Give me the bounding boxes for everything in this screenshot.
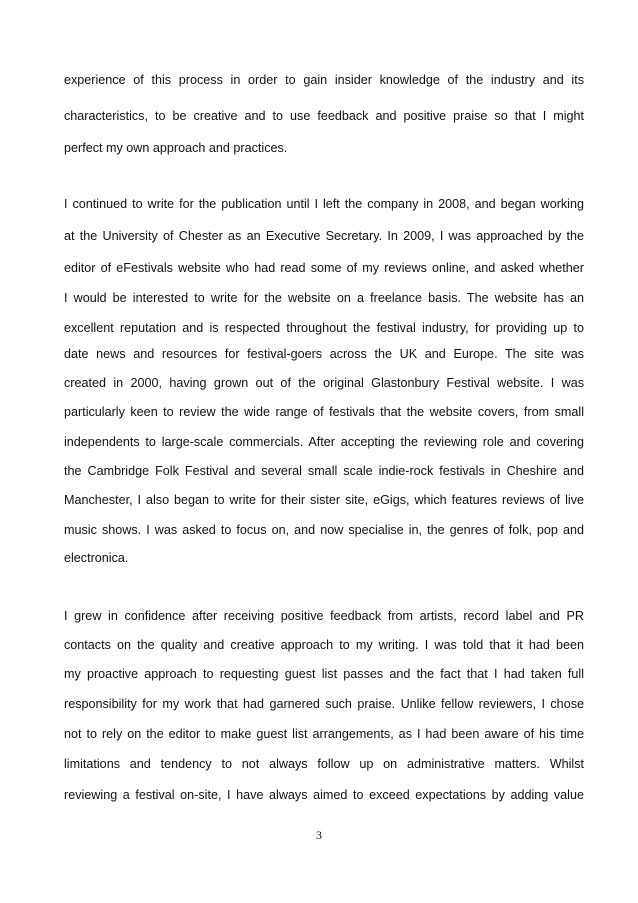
paragraph-line: date news and resources for festival-goers across the UK and Europe. The site was — [64, 347, 584, 361]
paragraph-line: editor of eFestivals website who had read some of my reviews online, and asked whether — [64, 261, 584, 275]
paragraph-line: particularly keen to review the wide range of festivals that the website covers, from small — [64, 405, 584, 419]
paragraph-line: I grew in confidence after receiving positive feedback from artists, record label and PR — [64, 609, 584, 623]
paragraph-line: electronica. — [64, 551, 129, 565]
paragraph-line: at the University of Chester as an Executive Secretary. In 2009, I was approached by the — [64, 229, 584, 243]
paragraph-line: limitations and tendency to not always follow up on administrative matters. Whilst — [64, 757, 584, 771]
paragraph-line: the Cambridge Folk Festival and several small scale indie-rock festivals in Cheshire and — [64, 464, 584, 478]
paragraph-line: Manchester, I also began to write for their sister site, eGigs, which features reviews of live — [64, 493, 584, 507]
paragraph-line: my proactive approach to requesting guest list passes and the fact that I had taken full — [64, 667, 584, 681]
paragraph-line: experience of this process in order to gain insider knowledge of the industry and its — [64, 73, 584, 87]
paragraph-line: created in 2000, having grown out of the original Glastonbury Festival website. I was — [64, 376, 584, 390]
paragraph-line: characteristics, to be creative and to use feedback and positive praise so that I might — [64, 109, 584, 123]
paragraph-line: excellent reputation and is respected throughout the festival industry, for providing up to — [64, 321, 584, 335]
paragraph-line: responsibility for my work that had garnered such praise. Unlike fellow reviewers, I chose — [64, 697, 584, 711]
paragraph-line: perfect my own approach and practices. — [64, 141, 288, 155]
paragraph-line: independents to large-scale commercials. After accepting the reviewing role and covering — [64, 435, 584, 449]
paragraph-line: I continued to write for the publication until I left the company in 2008, and began working — [64, 197, 584, 211]
paragraph-line: contacts on the quality and creative approach to my writing. I was told that it had been — [64, 638, 584, 652]
paragraph-line: reviewing a festival on-site, I have always aimed to exceed expectations by adding value — [64, 788, 584, 802]
paragraph-line: music shows. I was asked to focus on, and now specialise in, the genres of folk, pop and — [64, 523, 584, 537]
paragraph-line: I would be interested to write for the website on a freelance basis. The website has an — [64, 291, 584, 305]
paragraph-line: not to rely on the editor to make guest list arrangements, as I had been aware of his time — [64, 727, 584, 741]
page-number: 3 — [316, 828, 322, 842]
